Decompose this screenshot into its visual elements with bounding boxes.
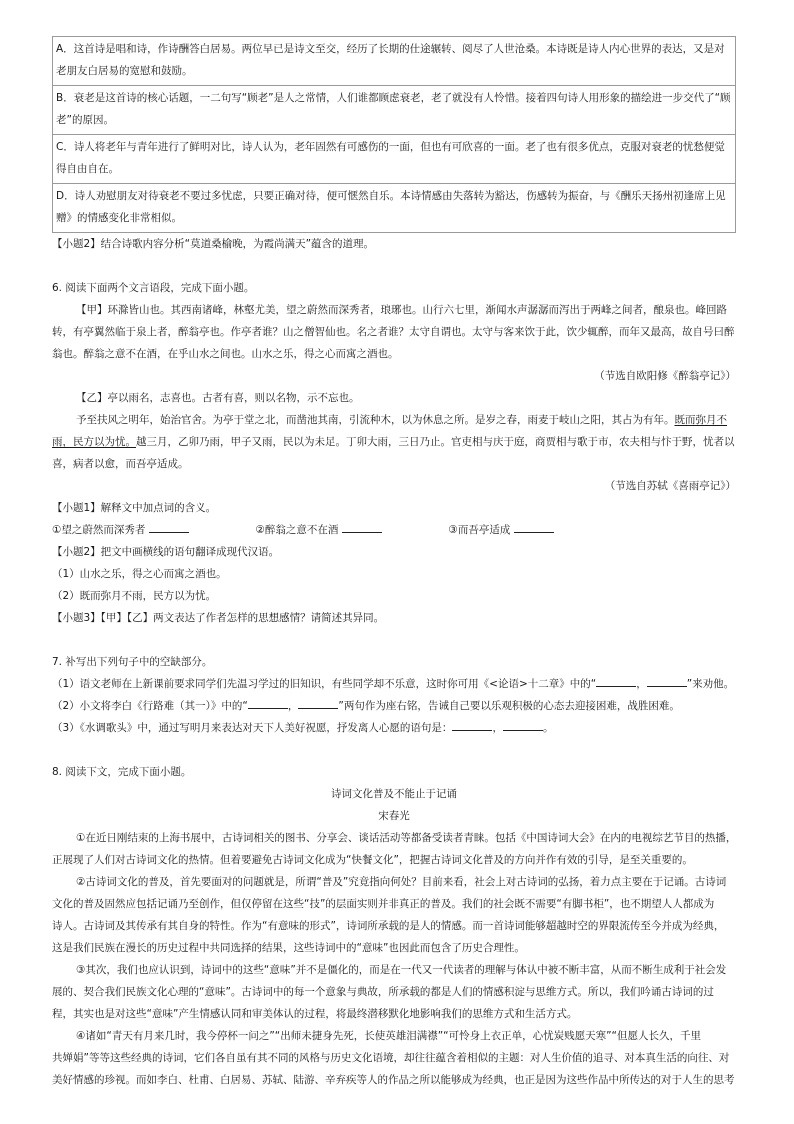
option-b: B．衰老是这首诗的核心话题，一二句写“顾老”是人之常情，人们谁都顾虑衰老，老了就没有人怜惜。接着四句诗人用形象的描绘进一步交代了“顾老”的原因。 <box>53 86 736 135</box>
q8-p3-line1: ③其次，我们也应认识到，诗词中的这些“意味”并不是僵化的，而是在一代又一代读者的理解与体认中被不断丰富，从而不断生成利于社会发 <box>76 964 727 976</box>
q8-p2-line4: 这是我们民族在漫长的历史过程中共同选择的结果，这些诗词中的“意味”也因此而包含了历史合理性。 <box>52 942 525 954</box>
q7-item1-mid: ， <box>636 678 647 690</box>
q8-p1-line2: 正展现了人们对古诗词文化的热情。但着要避免古诗词文化成为“快餐文化”，把握古诗词文化普及的方向并作有效的引导，是至关重要的。 <box>52 854 693 866</box>
q8-p1-line1: ①在近日刚结束的上海书展中，古诗词相关的图书、分享会、谈话活动等都备受读者青睐。包括《中国诗词大会》在内的电视综艺节目的热播， <box>76 832 737 844</box>
q8-heading: 8. 阅读下文，完成下面小题。 <box>52 766 192 778</box>
q7-item3-pre: （3）《水调歌头》中，通过写明月来表达对天下人美好祝愿，抒发离人心愿的语句是： <box>52 722 453 734</box>
q8-p4-line2: 共婵娟”等等这些经典的诗词，它们各自虽有其不同的风格与历史文化语境，却往往蕴含着相似的主题：对人生价值的追寻、对本真生活的向往、对 <box>52 1052 730 1064</box>
q6-yi-underlined-2: 雨，民方以为忧。 <box>52 436 136 448</box>
q7-heading: 7. 补写出下列句子中的空缺部分。 <box>52 656 213 668</box>
q6-yi-underlined-1: 既而弥月不 <box>674 414 727 426</box>
q6-yi-source: （节选自苏轼《喜雨亭记》） <box>604 480 736 492</box>
options-table <box>52 36 736 233</box>
q6-jia-source: （节选自欧阳修《醉翁亭记》） <box>594 370 736 382</box>
q6-yi-line2-text: 予至扶风之明年，始治官舍。为亭于堂之北，而凿池其南，引流种木，以为休息之所。是岁之春，雨麦于岐山之阳，其占为有年。 <box>76 414 675 426</box>
q8-p4-line3: 美好情感的珍视。而如李白、杜甫、白居易、苏轼、陆游、辛弃疾等人的作品之所以能够成为经典，也正是因为这些作品中所传达的对于人生的思考 <box>52 1074 735 1086</box>
q6-yi-line3-text: 越三月，乙卯乃雨，甲子又雨，民以为未足。丁卯大雨，三日乃止。官吏相与庆于庭，商贾相与歌于市，农夫相与忭于野，忧者以 <box>136 436 735 448</box>
answer-blank[interactable] <box>647 674 687 687</box>
q7-item2-pre: （2）小文将李白《行路难（其一）》中的“ <box>52 700 248 712</box>
answer-blank[interactable] <box>503 718 543 731</box>
q7-item2-post: ”两句作为座右铭，告诫自己要以乐观积极的心态去迎接困难，战胜困难。 <box>338 700 680 712</box>
q7-item3-post: 。 <box>542 722 554 734</box>
q6-yi-line1: 【乙】亭以雨名，志喜也。古者有喜，则以名物，示不忘也。 <box>76 392 360 404</box>
q6-sub1-item1: ①望之蔚然而深秀者 <box>52 524 146 536</box>
q6-sub3: 【小题3】【甲】【乙】两文表达了作者怎样的思想感情？请简述其异同。 <box>52 612 385 624</box>
exam-page <box>52 36 736 1091</box>
option-d: D．诗人劝慰朋友对待衰老不要过多忧虑，只要正确对待，便可惬然自乐。本诗情感由失落转为豁达，伤感转为振奋，与《酬乐天扬州初逢席上见赠》的情感变化非常相似。 <box>53 184 736 233</box>
q6-heading: 6. 阅读下面两个文言语段，完成下面小题。 <box>52 282 255 294</box>
answer-blank[interactable] <box>149 520 189 533</box>
article-author: 宋春光 <box>378 810 410 822</box>
answer-blank[interactable] <box>342 520 382 533</box>
q7-item1-post: ”来劝他。 <box>686 678 735 690</box>
q7-item3 <box>52 717 736 739</box>
q6-yi-line2 <box>52 409 736 431</box>
q8-p2-line3: 诗人。古诗词及其传承有其自身的特性。作为“有意味的形式”，诗词所承载的是人的情感。而一首诗词能够超越时空的界限流传至今并成为经典， <box>52 920 725 932</box>
q8-p3-line3: 程，其实也是对这些“意味”产生情感认同和审美体认的过程，将最终潜移默化地影响我们的思维方式和生活方式。 <box>52 1008 578 1020</box>
q6-yi-line4: 喜，病者以愈，而吾亭适成。 <box>52 458 189 470</box>
q6-sub2: 【小题2】把文中画横线的语句翻译成现代汉语。 <box>52 546 280 558</box>
q8-p2-line2: 文化的普及固然应包括记诵乃至创作，但仅停留在这些“技”的层面实则并非真正的普及。我们的社会既不需要“有脚书柜”，也不期望人人都成为 <box>52 898 715 910</box>
q6-sub1-item2: ②醉翁之意不在酒 <box>255 524 339 536</box>
article-title: 诗词文化普及不能止于记诵 <box>331 788 457 800</box>
q6-jia-line2: 转，有亭翼然临于泉上者，醉翁亭也。作亭者谁？山之僧智仙也。名之者谁？太守自谓也。太守与客来饮于此，饮少辄醉，而年又最高，故自号曰醉 <box>52 326 735 338</box>
option-a: A．这首诗是唱和诗，作诗酬答白居易。两位早已是诗文至交，经历了长期的仕途辗转、阅尽了人世沧桑。本诗既是诗人内心世界的表达，又是对老朋友白居易的宽慰和鼓励。 <box>53 37 736 86</box>
q6-jia-line1: 【甲】环滁皆山也。其西南诸峰，林壑尤美，望之蔚然而深秀者，琅琊也。山行六七里，渐闻水声潺潺而泻出于两峰之间者，酿泉也。峰回路 <box>76 304 727 316</box>
answer-blank[interactable] <box>514 520 554 533</box>
q8-p4-line1: ④诸如“青天有月来几时，我今停杯一问之”“出师未捷身先死，长使英雄泪满襟”“可怜身上衣正单，心忧炭贱愿天寒”“但愿人长久，千里 <box>76 1030 701 1042</box>
q6-jia-line3: 翁也。醉翁之意不在酒，在乎山水之间也。山水之乐，得之心而寓之酒也。 <box>52 348 399 360</box>
q7-item2 <box>52 695 736 717</box>
q7-item1-pre: （1）语文老师在上新课前要求同学们先温习学过的旧知识，有些同学却不乐意，这时你可用《<论语>十二章》中的“ <box>52 678 597 690</box>
q6-sub2-item2: （2）既而弥月不雨，民方以为忧。 <box>52 590 217 602</box>
q5-sub2: 【小题2】结合诗歌内容分析“莫道桑榆晚，为霞尚满天”蕴含的道理。 <box>52 238 375 250</box>
answer-blank[interactable] <box>248 696 288 709</box>
option-c: C．诗人将老年与青年进行了鲜明对比，诗人认为，老年固然有可感伤的一面，但也有可欣喜的一面。老了也有很多优点，克服对衰老的忧愁便觉得自由自在。 <box>53 135 736 184</box>
q6-sub2-item1: （1）山水之乐，得之心而寓之酒也。 <box>52 568 227 580</box>
q8-p2-line1: ②古诗词文化的普及，首先要面对的问题就是，所谓“普及”究竟指向何处？目前来看，社会上对古诗词的弘扬，着力点主要在于记诵。古诗词 <box>76 876 727 888</box>
q8-p3-line2: 展的、契合我们民族文化心理的“意味”。古诗词中的每一个意象与典故，所承载的都是人们的情感积淀与思维方式。所以，我们吟诵古诗词的过 <box>52 986 714 998</box>
q7-item3-mid: ， <box>492 722 503 734</box>
q6-yi-line3 <box>52 431 736 453</box>
answer-blank[interactable] <box>596 674 636 687</box>
answer-blank[interactable] <box>452 718 492 731</box>
q6-sub1-item3: ③而吾亭适成 <box>448 524 511 536</box>
q6-sub1: 【小题1】解释文中加点词的含义。 <box>52 502 217 514</box>
q7-item2-mid: ， <box>287 700 299 712</box>
answer-blank[interactable] <box>298 696 338 709</box>
q7-item1 <box>52 673 736 695</box>
q6-sub1-items <box>52 519 736 541</box>
